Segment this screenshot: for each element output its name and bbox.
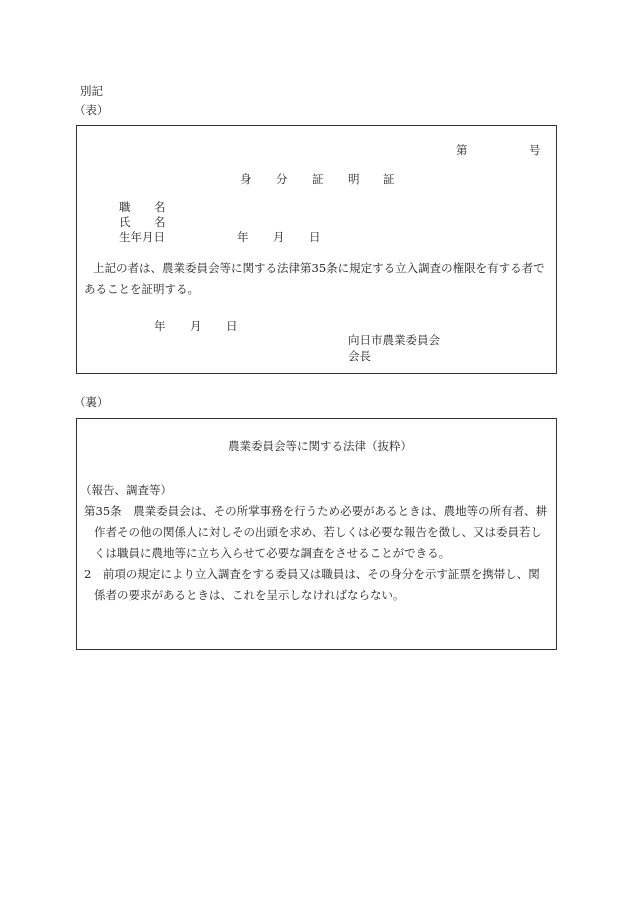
article-line-3: くは職員に農地等に立ち入らせて必要な調査をさせることができる。: [94, 546, 451, 560]
birth-day-label: 日: [309, 230, 321, 244]
front-side-label: （表）: [74, 103, 109, 117]
back-side-label: （裏）: [74, 395, 109, 409]
issuer-name: 向日市農業委員会: [348, 333, 440, 347]
section-heading: （報告、調査等）: [80, 483, 172, 497]
article-line-1: 第35条 農業委員会は、その所掌事務を行うため必要があるときは、農地等の所有者、耕: [84, 504, 548, 518]
card-title-char-4: 明: [348, 172, 360, 186]
attachment-label: 別記: [80, 84, 103, 98]
job-title-label-b: 名: [154, 200, 166, 214]
article-line-2: 作者その他の関係人に対しその出頭を求め、若しくは必要な報告を徴し、又は委員若し: [94, 525, 543, 539]
issue-day-label: 日: [226, 319, 238, 333]
card-title-char-1: 身: [240, 172, 252, 186]
paragraph-2-line-2: 係者の要求があるときは、これを呈示しなければならない。: [94, 588, 405, 602]
id-card-front: [76, 125, 557, 374]
name-label-a: 氏: [119, 215, 131, 229]
issuer-title: 会長: [348, 349, 371, 363]
issue-month-label: 月: [190, 319, 202, 333]
birth-year-label: 年: [237, 230, 249, 244]
statement-line-2: あることを証明する。: [84, 282, 199, 296]
law-excerpt-title: 農業委員会等に関する法律（抜粋）: [228, 439, 412, 453]
card-number-prefix: 第: [456, 143, 468, 157]
card-title-char-3: 証: [312, 172, 324, 186]
birth-month-label: 月: [273, 230, 285, 244]
birthdate-label: 生年月日: [119, 230, 165, 244]
name-label-b: 名: [154, 215, 166, 229]
job-title-label-a: 職: [119, 200, 131, 214]
card-number-suffix: 号: [529, 143, 541, 157]
paragraph-2-line-1: 2 前項の規定により立入調査をする委員又は職員は、その身分を示す証票を携帯し、関: [84, 567, 540, 581]
id-card-back: [76, 418, 557, 650]
issue-year-label: 年: [154, 319, 166, 333]
card-title-char-2: 分: [276, 172, 288, 186]
card-title-char-5: 証: [383, 172, 395, 186]
statement-line-1: 上記の者は、農業委員会等に関する法律第35条に規定する立入調査の権限を有する者で: [93, 261, 545, 275]
